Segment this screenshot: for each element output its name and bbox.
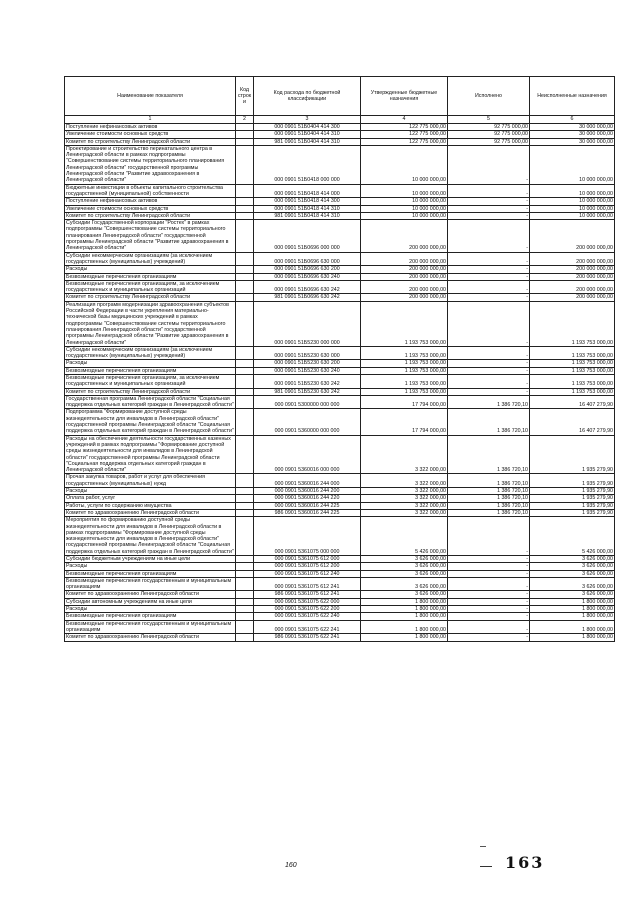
executed-amount: 1 386 720,10 [448, 488, 530, 495]
approved-amount: 10 000 000,00 [361, 184, 448, 198]
row-name: Комитет по здравоохранению Ленинградской области [65, 591, 236, 598]
row-code [236, 252, 254, 266]
executed-amount: 1 386 720,10 [448, 509, 530, 516]
executed-amount: 92 775 000,00 [448, 131, 530, 138]
budget-code: 000 0901 51Б0418 414 300 [254, 198, 361, 205]
table-row [65, 395, 615, 409]
row-code [236, 374, 254, 388]
approved-amount: 1 193 753 000,00 [361, 346, 448, 360]
column-number: 6 [530, 116, 615, 124]
row-name: Безвозмездные перечисления организациям, за исключением государственных и муниципальных организаций [65, 280, 236, 294]
unexecuted-amount: 10 000 000,00 [530, 145, 615, 184]
executed-amount: 1 386 720,10 [448, 502, 530, 509]
unexecuted-amount: 1 800 000,00 [530, 606, 615, 613]
table-row [65, 435, 615, 474]
table-row [65, 252, 615, 266]
column-number: 2 [236, 116, 254, 124]
executed-amount: 1 386 720,10 [448, 435, 530, 474]
row-code [236, 294, 254, 301]
table-row [65, 570, 615, 577]
table-row [65, 474, 615, 488]
table-row [65, 273, 615, 280]
unexecuted-amount: 1 193 753 000,00 [530, 346, 615, 360]
unexecuted-amount: 1 935 279,90 [530, 495, 615, 502]
approved-amount: 17 794 000,00 [361, 409, 448, 435]
row-name: Расходы на обеспечение деятельности государственных казенных учреждений в рамках подпрограммы "Формирование доступной среды жизнедеятельности для инвалидов в Ленинградской области" государственной программы Ленинградской области "Социальная поддержка отдельных категорий граждан в Ленинградской области" [65, 435, 236, 474]
executed-amount: - [448, 294, 530, 301]
budget-code: 000 0901 5360016 244 225 [254, 502, 361, 509]
row-name: Комитет по здравоохранению Ленинградской области [65, 509, 236, 516]
row-code [236, 488, 254, 495]
approved-amount: 1 193 753 000,00 [361, 388, 448, 395]
unexecuted-amount: 30 000 000,00 [530, 124, 615, 131]
row-code [236, 184, 254, 198]
budget-code: 000 0901 5360016 000 000 [254, 435, 361, 474]
executed-amount: - [448, 570, 530, 577]
approved-amount: 122 775 000,00 [361, 131, 448, 138]
approved-amount: 1 800 000,00 [361, 620, 448, 634]
unexecuted-amount: 1 800 000,00 [530, 598, 615, 605]
approved-amount: 17 794 000,00 [361, 395, 448, 409]
row-code [236, 570, 254, 577]
row-code [236, 124, 254, 131]
table-body [65, 124, 615, 642]
row-code [236, 388, 254, 395]
row-code [236, 273, 254, 280]
executed-amount: - [448, 184, 530, 198]
budget-code: 981 0901 51Б0696 630 242 [254, 294, 361, 301]
unexecuted-amount: 3 626 000,00 [530, 570, 615, 577]
approved-amount: 1 800 000,00 [361, 634, 448, 641]
row-code [236, 212, 254, 219]
unexecuted-amount: 1 935 279,90 [530, 488, 615, 495]
row-name: Расходы [65, 606, 236, 613]
unexecuted-amount: 5 426 000,00 [530, 517, 615, 556]
table-row [65, 145, 615, 184]
budget-code: 000 0901 5361075 622 200 [254, 606, 361, 613]
table-row [65, 563, 615, 570]
row-name: Безвозмездные перечисления государственным и муниципальным организациям [65, 577, 236, 591]
approved-amount: 3 626 000,00 [361, 556, 448, 563]
row-name: Оплата работ, услуг [65, 495, 236, 502]
unexecuted-amount: 1 193 753 000,00 [530, 301, 615, 346]
approved-amount: 10 000 000,00 [361, 205, 448, 212]
unexecuted-amount: 30 000 000,00 [530, 138, 615, 145]
table-row [65, 220, 615, 252]
approved-amount: 3 322 000,00 [361, 488, 448, 495]
approved-amount: 3 626 000,00 [361, 570, 448, 577]
table-row [65, 502, 615, 509]
budget-code: 981 0901 51Б0404 414 310 [254, 138, 361, 145]
row-name: Субсидии некоммерческим организациям (за исключением государственных (муниципальных) учреждений) [65, 252, 236, 266]
row-name: Безвозмездные перечисления государственным и муниципальным организациям [65, 620, 236, 634]
unexecuted-amount: 200 000 000,00 [530, 266, 615, 273]
table-row [65, 205, 615, 212]
table-row [65, 184, 615, 198]
unexecuted-amount: 10 000 000,00 [530, 212, 615, 219]
row-code [236, 346, 254, 360]
row-name: Государственная программа Ленинградской области "Социальная поддержка отдельных категорий граждан в Ленинградской области" [66, 395, 234, 409]
row-code [236, 474, 254, 488]
table-row [65, 620, 615, 634]
row-code [236, 301, 254, 346]
row-name: Проектирование и строительство перинатального центра в Ленинградской области в рамках подпрограммы "Совершенствование системы территориального планирования Ленинградской области" государственной программы Ленинградской области "Развитие здравоохранения в Ленинградской области" [65, 145, 236, 184]
approved-amount: 3 626 000,00 [361, 563, 448, 570]
row-name: Поступление нефинансовых активов [65, 198, 236, 205]
table-row [65, 198, 615, 205]
unexecuted-amount: 200 000 000,00 [530, 294, 615, 301]
row-name: Расходы [65, 360, 236, 367]
budget-code: 000 0901 51Б0696 630 000 [254, 252, 361, 266]
row-code [236, 517, 254, 556]
budget-code: 000 0901 5300000 000 000 [254, 395, 361, 409]
unexecuted-amount: 10 000 000,00 [530, 184, 615, 198]
unexecuted-amount: 1 800 000,00 [530, 634, 615, 641]
approved-amount: 5 426 000,00 [361, 517, 448, 556]
unexecuted-amount: 1 193 753 000,00 [530, 367, 615, 374]
executed-amount: 92 775 000,00 [448, 138, 530, 145]
executed-amount: - [448, 220, 530, 252]
executed-amount: 1 386 720,10 [448, 395, 530, 409]
budget-code: 000 0901 5361075 622 000 [254, 598, 361, 605]
row-name: Прочая закупка товаров, работ и услуг для обеспечения государственных (муниципальных) нужд [65, 474, 236, 488]
unexecuted-amount: 1 935 279,90 [530, 435, 615, 474]
row-code [236, 266, 254, 273]
approved-amount: 1 193 753 000,00 [361, 360, 448, 367]
row-name: Расходы [65, 563, 236, 570]
row-code [236, 138, 254, 145]
row-name: Комитет по здравоохранению Ленинградской области [65, 634, 236, 641]
header-budget-code: Код расхода по бюджетной классификации [254, 77, 361, 116]
row-code [236, 591, 254, 598]
header-approved: Утвержденные бюджетные назначения [361, 77, 448, 116]
stamped-sheet-number: 163 [505, 853, 545, 872]
approved-amount: 200 000 000,00 [361, 252, 448, 266]
budget-code: 000 0901 51Б0404 414 300 [254, 124, 361, 131]
budget-code: 000 0901 5361075 000 000 [254, 517, 361, 556]
approved-amount: 1 193 753 000,00 [361, 367, 448, 374]
executed-amount: - [448, 598, 530, 605]
budget-code: 986 0901 5360016 244 225 [254, 509, 361, 516]
budget-code: 000 0901 51Б5230 630 200 [254, 360, 361, 367]
table-row [65, 606, 615, 613]
approved-amount: 3 322 000,00 [361, 474, 448, 488]
unexecuted-amount: 3 626 000,00 [530, 577, 615, 591]
table-row [65, 131, 615, 138]
unexecuted-amount: 3 626 000,00 [530, 556, 615, 563]
column-number-row [65, 116, 615, 124]
row-code [236, 280, 254, 294]
table-row [65, 294, 615, 301]
row-name: Комитет по строительству Ленинградской области [65, 212, 236, 219]
budget-code: 000 0901 51Б0418 414 000 [254, 184, 361, 198]
executed-amount: - [448, 266, 530, 273]
row-code [236, 620, 254, 634]
budget-code: 000 0901 51Б0696 630 200 [254, 266, 361, 273]
budget-code: 000 0901 51Б5230 630 000 [254, 346, 361, 360]
unexecuted-amount: 3 626 000,00 [530, 591, 615, 598]
budget-code: 981 0901 51Б0418 414 310 [254, 212, 361, 219]
row-name: Субсидии автономным учреждениям на иные цели [65, 598, 236, 605]
approved-amount: 200 000 000,00 [361, 220, 448, 252]
row-name: Безвозмездные перечисления организациям [65, 367, 236, 374]
budget-code: 000 0901 5360016 244 200 [254, 488, 361, 495]
table-row [65, 577, 615, 591]
unexecuted-amount: 200 000 000,00 [530, 280, 615, 294]
column-number: 4 [361, 116, 448, 124]
unexecuted-amount: 200 000 000,00 [530, 273, 615, 280]
row-name: Комитет по строительству Ленинградской области [65, 294, 236, 301]
row-code [236, 395, 254, 409]
row-code [236, 556, 254, 563]
row-name: Комитет по строительству Ленинградской области [65, 138, 236, 145]
row-name: Безвозмездные перечисления организациям, за исключением государственных и муниципальных организаций [65, 374, 236, 388]
table-row [65, 266, 615, 273]
stamp-mark [480, 846, 486, 847]
row-code [236, 367, 254, 374]
row-name: Безвозмездные перечисления организациям [65, 273, 236, 280]
table-row [65, 124, 615, 131]
unexecuted-amount: 1 935 279,90 [530, 474, 615, 488]
unexecuted-amount: 10 000 000,00 [530, 205, 615, 212]
approved-amount: 1 800 000,00 [361, 613, 448, 620]
budget-code: 981 0901 51Б5230 630 242 [254, 388, 361, 395]
row-name: Увеличение стоимости основных средств [65, 205, 236, 212]
table-row [65, 591, 615, 598]
executed-amount: - [448, 360, 530, 367]
approved-amount: 200 000 000,00 [361, 266, 448, 273]
executed-amount: - [448, 620, 530, 634]
row-name: Комитет по строительству Ленинградской области [65, 388, 236, 395]
table-row [65, 598, 615, 605]
approved-amount: 1 800 000,00 [361, 598, 448, 605]
executed-amount: - [448, 273, 530, 280]
row-name: Расходы [65, 488, 236, 495]
approved-amount: 1 193 753 000,00 [361, 374, 448, 388]
executed-amount: - [448, 577, 530, 591]
budget-code: 000 0901 5360000 000 000 [254, 409, 361, 435]
approved-amount: 200 000 000,00 [361, 280, 448, 294]
table-row [65, 495, 615, 502]
unexecuted-amount: 1 193 753 000,00 [530, 388, 615, 395]
budget-code: 000 0901 5361075 622 240 [254, 613, 361, 620]
row-code [236, 598, 254, 605]
table-row [65, 556, 615, 563]
stamp-dash [480, 866, 492, 867]
table-row [65, 301, 615, 346]
budget-code: 000 0901 51Б5230 000 000 [254, 301, 361, 346]
page-number: 160 [285, 862, 297, 869]
column-number: 5 [448, 116, 530, 124]
unexecuted-amount: 1 193 753 000,00 [530, 374, 615, 388]
budget-code: 000 0901 51Б5230 630 242 [254, 374, 361, 388]
row-code [236, 495, 254, 502]
budget-code: 000 0901 51Б0418 414 310 [254, 205, 361, 212]
column-number: 3 [254, 116, 361, 124]
unexecuted-amount: 3 626 000,00 [530, 563, 615, 570]
budget-code: 000 0901 5361075 622 241 [254, 620, 361, 634]
table-row [65, 488, 615, 495]
budget-code: 986 0901 5361075 612 241 [254, 591, 361, 598]
executed-amount: - [448, 374, 530, 388]
table-row [65, 409, 615, 435]
table-row [65, 634, 615, 641]
executed-amount: 1 386 720,10 [448, 474, 530, 488]
approved-amount: 200 000 000,00 [361, 294, 448, 301]
table-row [65, 212, 615, 219]
table-row [65, 280, 615, 294]
executed-amount: - [448, 280, 530, 294]
executed-amount: - [448, 198, 530, 205]
header-unexecuted: Неисполненные назначения [530, 77, 615, 116]
executed-amount: - [448, 517, 530, 556]
executed-amount: - [448, 145, 530, 184]
budget-code: 000 0901 5361075 612 240 [254, 570, 361, 577]
executed-amount: - [448, 563, 530, 570]
budget-code: 000 0901 5360016 244 000 [254, 474, 361, 488]
executed-amount: 1 386 720,10 [448, 495, 530, 502]
row-name: Субсидии Государственной корпорации "Ростех" в рамках подпрограммы "Совершенствование системы территориального планирования Ленинградской области" государственной программы Ленинградской области "Развитие здравоохранения в Ленинградской области" [65, 220, 236, 252]
row-code [236, 509, 254, 516]
row-code [236, 563, 254, 570]
executed-amount: - [448, 388, 530, 395]
executed-amount: - [448, 252, 530, 266]
approved-amount: 200 000 000,00 [361, 273, 448, 280]
approved-amount: 1 193 753 000,00 [361, 301, 448, 346]
executed-amount: - [448, 212, 530, 219]
row-code [236, 634, 254, 641]
executed-amount: - [448, 301, 530, 346]
budget-code: 000 0901 51Б0696 630 240 [254, 273, 361, 280]
budget-code: 986 0901 5361075 622 241 [254, 634, 361, 641]
table-row [65, 374, 615, 388]
approved-amount: 3 322 000,00 [361, 509, 448, 516]
budget-code: 000 0901 5361075 612 200 [254, 563, 361, 570]
unexecuted-amount: 1 935 279,90 [530, 509, 615, 516]
approved-amount: 3 322 000,00 [361, 502, 448, 509]
table-row [65, 138, 615, 145]
approved-amount: 10 000 000,00 [361, 145, 448, 184]
budget-table [64, 76, 615, 642]
unexecuted-amount: 1 935 279,90 [530, 502, 615, 509]
budget-code: 000 0901 5361075 612 241 [254, 577, 361, 591]
row-name: Расходы [65, 266, 236, 273]
executed-amount: 1 386 720,10 [448, 409, 530, 435]
approved-amount: 3 322 000,00 [361, 435, 448, 474]
approved-amount: 10 000 000,00 [361, 198, 448, 205]
row-name: Реализация программ модернизации здравоохранения субъектов Российской Федерации в части укрепления материально-технической базы медицинских учреждений в рамках подпрограммы "Совершенствование системы территориального планирования Ленинградской области" государственной программы Ленинградской области "Развитие здравоохранения в Ленинградской области" [65, 301, 236, 346]
unexecuted-amount: 200 000 000,00 [530, 252, 615, 266]
approved-amount: 3 626 000,00 [361, 577, 448, 591]
budget-code: 000 0901 51Б0696 630 242 [254, 280, 361, 294]
column-number: 1 [65, 116, 236, 124]
table-row [65, 509, 615, 516]
executed-amount: - [448, 591, 530, 598]
table-row [65, 360, 615, 367]
executed-amount: - [448, 613, 530, 620]
approved-amount: 1 800 000,00 [361, 606, 448, 613]
header-name: Наименование показателя [65, 77, 236, 116]
approved-amount: 10 000 000,00 [361, 212, 448, 219]
row-code [236, 606, 254, 613]
row-code [236, 360, 254, 367]
row-name: Поступление нефинансовых активов [65, 124, 236, 131]
row-name: Субсидии некоммерческим организациям (за исключением государственных (муниципальных) учреждений) [65, 346, 236, 360]
unexecuted-amount: 30 000 000,00 [530, 131, 615, 138]
row-name: Безвозмездные перечисления организациям [65, 613, 236, 620]
header-executed: Исполнено [448, 77, 530, 116]
table-row [65, 388, 615, 395]
row-name: Бюджетные инвестиции в объекты капитального строительства государственной (муниципальной) собственности [65, 184, 236, 198]
row-code [236, 198, 254, 205]
approved-amount: 122 775 000,00 [361, 124, 448, 131]
row-name: Работы, услуги по содержанию имущества [65, 502, 236, 509]
row-name: Подпрограмма "Формирование доступной среды жизнедеятельности для инвалидов в Ленинградской области" государственной программы Ленинградской области "Социальная поддержка отдельных категорий граждан в Ленинградской области" [66, 409, 234, 435]
row-code [236, 613, 254, 620]
row-name: Увеличение стоимости основных средств [65, 131, 236, 138]
executed-amount: - [448, 367, 530, 374]
budget-code: 000 0901 51Б0418 000 000 [254, 145, 361, 184]
unexecuted-amount: 1 800 000,00 [530, 613, 615, 620]
row-code [236, 145, 254, 184]
row-code [236, 577, 254, 591]
unexecuted-amount: 16 407 279,90 [530, 395, 615, 409]
table-row [65, 367, 615, 374]
budget-code: 000 0901 51Б5230 630 240 [254, 367, 361, 374]
unexecuted-amount: 10 000 000,00 [530, 198, 615, 205]
executed-amount: - [448, 556, 530, 563]
row-name: Безвозмездные перечисления организациям [65, 570, 236, 577]
approved-amount: 3 322 000,00 [361, 495, 448, 502]
row-code [236, 409, 254, 435]
table-row [65, 613, 615, 620]
budget-code: 000 0901 5360016 244 220 [254, 495, 361, 502]
row-name: Мероприятия по формированию доступной среды жизнедеятельности для инвалидов в Ленинградской области в рамках подпрограммы "Формирование доступной среды жизнедеятельности для инвалидов в Ленинградской области" государственной программы Ленинградской области "Социальная поддержка отдельных категорий граждан в Ленинградской области" [66, 517, 234, 555]
budget-code: 000 0901 51Б0696 000 000 [254, 220, 361, 252]
table-row [65, 517, 615, 556]
unexecuted-amount: 1 193 753 000,00 [530, 360, 615, 367]
budget-code: 000 0901 51Б0404 414 310 [254, 131, 361, 138]
budget-code: 000 0901 5361075 612 000 [254, 556, 361, 563]
unexecuted-amount: 1 800 000,00 [530, 620, 615, 634]
row-code [236, 435, 254, 474]
executed-amount: - [448, 205, 530, 212]
table-row [65, 346, 615, 360]
header-row-code: Код строк и [236, 77, 254, 116]
approved-amount: 122 775 000,00 [361, 138, 448, 145]
executed-amount: 92 775 000,00 [448, 124, 530, 131]
row-name: Субсидии бюджетным учреждениям на иные цели [65, 556, 236, 563]
unexecuted-amount: 16 407 279,90 [530, 409, 615, 435]
executed-amount: - [448, 346, 530, 360]
row-code [236, 131, 254, 138]
row-code [236, 205, 254, 212]
executed-amount: - [448, 634, 530, 641]
table-header-row [65, 77, 615, 116]
executed-amount: - [448, 606, 530, 613]
unexecuted-amount: 200 000 000,00 [530, 220, 615, 252]
row-code [236, 502, 254, 509]
row-code [236, 220, 254, 252]
approved-amount: 3 626 000,00 [361, 591, 448, 598]
